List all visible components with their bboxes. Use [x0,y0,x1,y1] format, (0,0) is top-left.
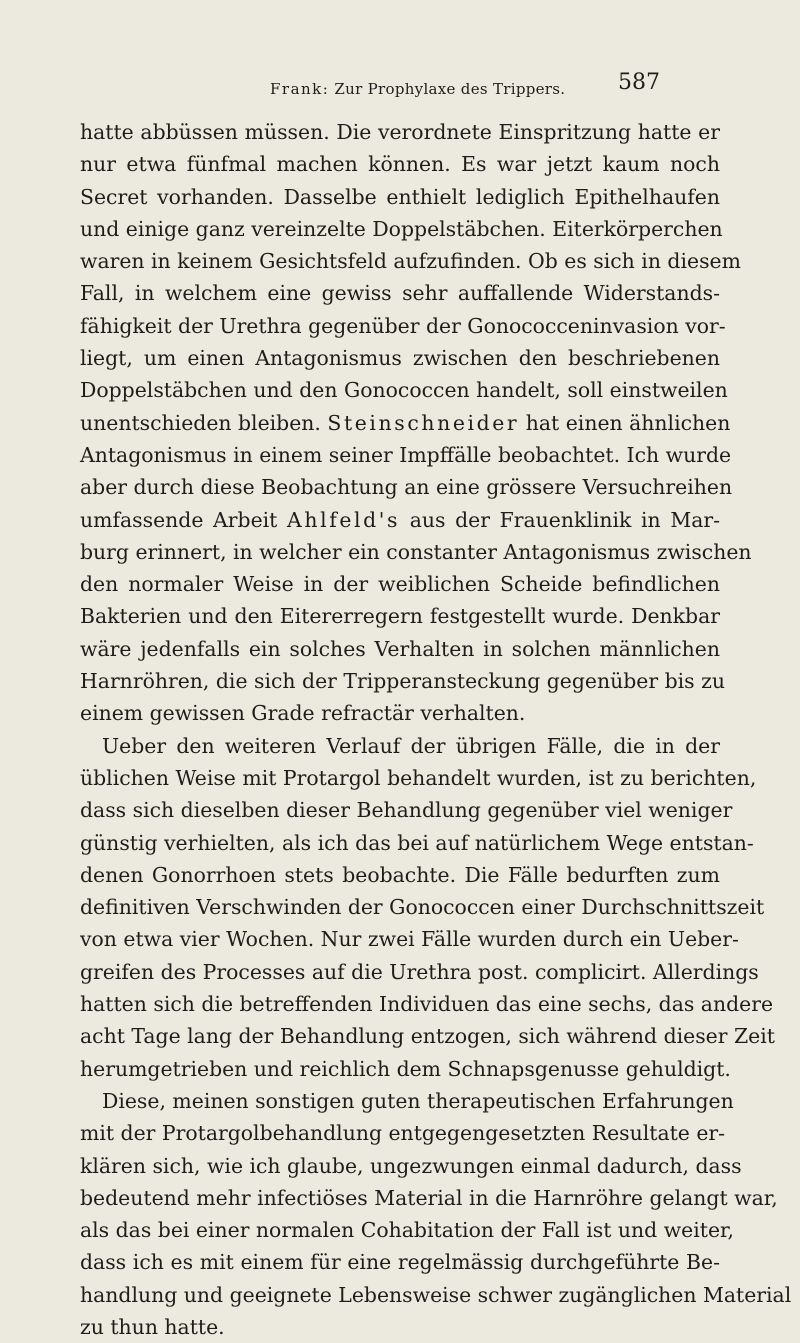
running-head [270,80,565,98]
text-line-content: Fall, in welchem eine gewiss sehr auffallende Widerstands- [80,281,720,306]
text-line [80,730,720,762]
text-line-content: Harnröhren, die sich der Tripperansteckung gegenüber bis zu [80,669,726,694]
text-line-content: Secret vorhanden. Dasselbe enthielt lediglich Epithelhaufen [80,184,720,209]
text-line [80,407,731,439]
text-line-content: den normaler Weise in der weiblichen Scheide befindlichen [80,572,720,597]
text-line [80,827,754,859]
text-line-content: Ueber den weiteren Verlauf der übrigen Fälle, die in der [102,733,720,758]
text-line-content: herumgetrieben und reichlich dem Schnapsgenusse gehuldigt. [80,1056,731,1081]
text-line [80,762,757,794]
text-line-content: definitiven Verschwinden der Gonococcen einer Durchschnittszeit [80,895,765,920]
text-line-continuation: hat einen ähnlichen [525,410,731,435]
text-line-content: klären sich, wie ich glaube, ungezwungen einmal dadurch, dass [80,1153,742,1178]
text-line [80,1085,734,1117]
text-line [80,1053,731,1085]
text-line-content: von etwa vier Wochen. Nur zwei Fälle wurden durch ein Ueber- [80,927,739,952]
text-line-content: hatte abbüssen müssen. Die verordnete Einspritzung hatte er [80,120,720,144]
text-line-content: fähigkeit der Urethra gegenüber der Gonococceninvasion vor- [80,313,726,338]
running-head-title: Zur Prophylaxe des Trippers. [334,80,566,98]
text-line-content: Bakterien und den Eitererregern festgestellt wurde. Denkbar [80,604,720,629]
text-line [80,439,732,471]
text-line-content: acht Tage lang der Behandlung entzogen, sich während dieser Zeit [80,1024,775,1049]
text-line-content: waren in keinem Gesichtsfeld aufzufinden. Ob es sich in diesem [80,249,741,274]
text-line-content: als das bei einer normalen Cohabitation der Fall ist und weiter, [80,1218,735,1243]
spaced-name: Steinschneider [327,410,520,435]
text-line [80,859,720,891]
text-line-content: dass ich es mit einem für eine regelmässig durchgeführte Be- [80,1250,720,1275]
text-line-content: Doppelstäbchen und den Gonococcen handelt, soll einstweilen [80,378,728,403]
text-line-content: denen Gonorrhoen stets beobachte. Die Fälle bedurften zum [80,862,720,887]
text-line-continuation: aus der Frauenklinik in Mar- [409,507,720,532]
text-line-content: nur etwa fünfmal machen können. Es war jetzt kaum noch [80,152,720,177]
text-line-content: liegt, um einen Antagonismus zwischen den beschriebenen [80,346,720,371]
text-line [80,1214,735,1246]
text-line [80,181,720,213]
text-line-content: dass sich dieselben dieser Behandlung gegenüber viel weniger [80,798,733,823]
text-line [80,1150,742,1182]
page-number: 587 [618,70,660,95]
text-line [80,794,733,826]
spaced-name: Ahlfeld's [287,507,401,532]
text-line-content: Antagonismus in einem seiner Impffälle beobachtet. Ich wurde [80,442,732,467]
text-line-content: einem gewissen Grade refractär verhalten. [80,701,526,726]
text-line [80,213,723,245]
text-line-content: zu thun hatte. [80,1314,225,1339]
text-line-content: umfassende Arbeit [80,507,278,532]
text-line [80,116,720,148]
text-line-content: handlung und geeignete Lebensweise schwer zugänglichen Material [80,1282,792,1307]
text-line-content: mit der Protargolbehandlung entgegengesetzten Resultate er- [80,1121,726,1146]
text-line [80,568,720,600]
text-line [80,956,759,988]
text-line [80,665,726,697]
text-line [80,1311,720,1343]
text-line-content: Diese, meinen sonstigen guten therapeutischen Erfahrungen [102,1088,734,1113]
text-line-content: greifen des Processes auf die Urethra post. complicirt. Allerdings [80,959,759,984]
text-line [80,1279,792,1311]
text-line [80,245,741,277]
text-line [80,310,726,342]
text-line [80,536,752,568]
text-line-content: wäre jedenfalls ein solches Verhalten in solchen männlichen [80,636,720,661]
text-line [80,697,720,729]
text-line [80,471,733,503]
text-line [80,277,720,309]
text-line [80,1182,778,1214]
text-line-content: üblichen Weise mit Protargol behandelt wurden, ist zu berichten, [80,765,757,790]
text-line-content: und einige ganz vereinzelte Doppelstäbchen. Eiterkörperchen [80,216,723,241]
text-line [80,923,739,955]
text-line-content: unentschieden bleiben. [80,410,321,435]
body-text [80,116,792,1343]
text-line [80,988,774,1020]
text-line [80,600,720,632]
text-line-content: burg erinnert, in welcher ein constanter Antagonismus zwischen [80,539,752,564]
text-line [80,633,720,665]
text-line-content: günstig verhielten, als ich das bei auf natürlichem Wege entstan- [80,830,754,855]
text-line [80,148,720,180]
text-line-content: aber durch diese Beobachtung an eine grössere Versuchreihen [80,475,733,500]
text-line-content: hatten sich die betreffenden Individuen das eine sechs, das andere [80,992,774,1017]
text-line [80,1020,775,1052]
text-line [80,504,720,536]
text-line [80,374,728,406]
text-line-content: bedeutend mehr infectiöses Material in die Harnröhre gelangt war, [80,1185,778,1210]
running-head-author: Frank: [270,80,330,98]
text-line [80,342,720,374]
text-line [80,891,765,923]
text-line [80,1117,726,1149]
